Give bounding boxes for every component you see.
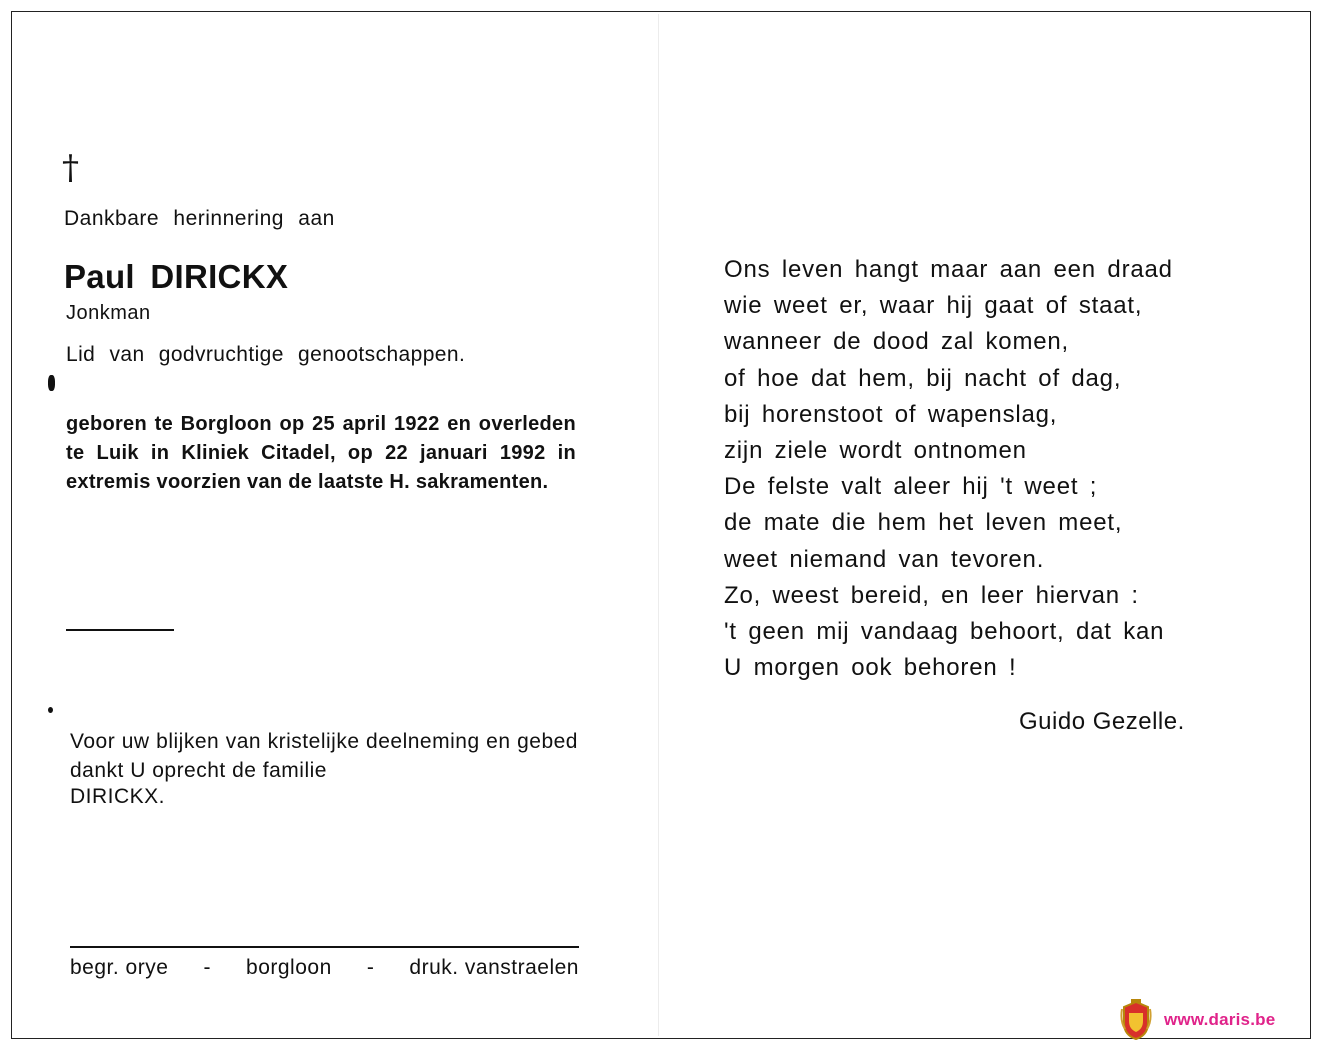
printer-rule: [70, 946, 579, 948]
fold-line: [658, 14, 659, 1036]
intro-text: Dankbare herinnering aan: [64, 207, 335, 230]
printer-part: druk. vanstraelen: [409, 956, 579, 979]
poem-author: Guido Gezelle.: [1019, 708, 1185, 735]
printer-part: begr. orye: [70, 956, 169, 979]
printer-dash: -: [203, 956, 211, 979]
deceased-name: Paul DIRICKX: [64, 258, 289, 295]
separator-line: [66, 629, 174, 631]
deceased-title: Jonkman: [66, 302, 151, 324]
printer-part: borgloon: [246, 956, 332, 979]
cross-symbol: †: [62, 148, 79, 188]
thanks-paragraph: Voor uw blijken van kristelijke deelneming en gebed dankt U oprecht de familie: [70, 730, 578, 782]
membership-text: Lid van godvruchtige genootschappen.: [66, 343, 466, 366]
poem-line: bij horenstoot of wapenslag,: [724, 400, 1058, 428]
poem-line: wie weet er, waar hij gaat of staat,: [724, 292, 1143, 320]
family-name: DIRICKX.: [70, 785, 166, 808]
poem-line: wanneer de dood zal komen,: [724, 328, 1070, 356]
poem-line: weet niemand van tevoren.: [724, 545, 1045, 573]
poem-line: U morgen ook behoren !: [724, 654, 1017, 682]
printer-dash: -: [366, 956, 375, 979]
poem-line: of hoe dat hem, bij nacht of dag,: [724, 364, 1122, 392]
ink-speck: [48, 707, 53, 713]
poem-line: zijn ziele wordt ontnomen: [724, 437, 1027, 465]
biography-paragraph: geboren te Borgloon op 25 april 1922 en overleden te Luik in Kliniek Citadel, op 22 januari 1992 in extremis voorzien van de laatste H. sakramenten.: [66, 413, 576, 493]
watermark-text: www.daris.be: [1164, 1010, 1276, 1029]
poem-line: Ons leven hangt maar aan een draad: [724, 256, 1173, 283]
poem-line: De felste valt aleer hij 't weet ;: [724, 473, 1098, 501]
ink-speck: [48, 375, 55, 391]
poem-line: Zo, weest bereid, en leer hiervan :: [724, 581, 1139, 609]
poem-line: de mate die hem het leven meet,: [724, 509, 1123, 537]
poem: [724, 252, 1173, 686]
printer-line: [70, 956, 579, 980]
poem-line: 't geen mij vandaag behoort, dat kan: [724, 618, 1165, 646]
watermark: [1120, 998, 1275, 1042]
crest-icon: [1120, 999, 1152, 1041]
